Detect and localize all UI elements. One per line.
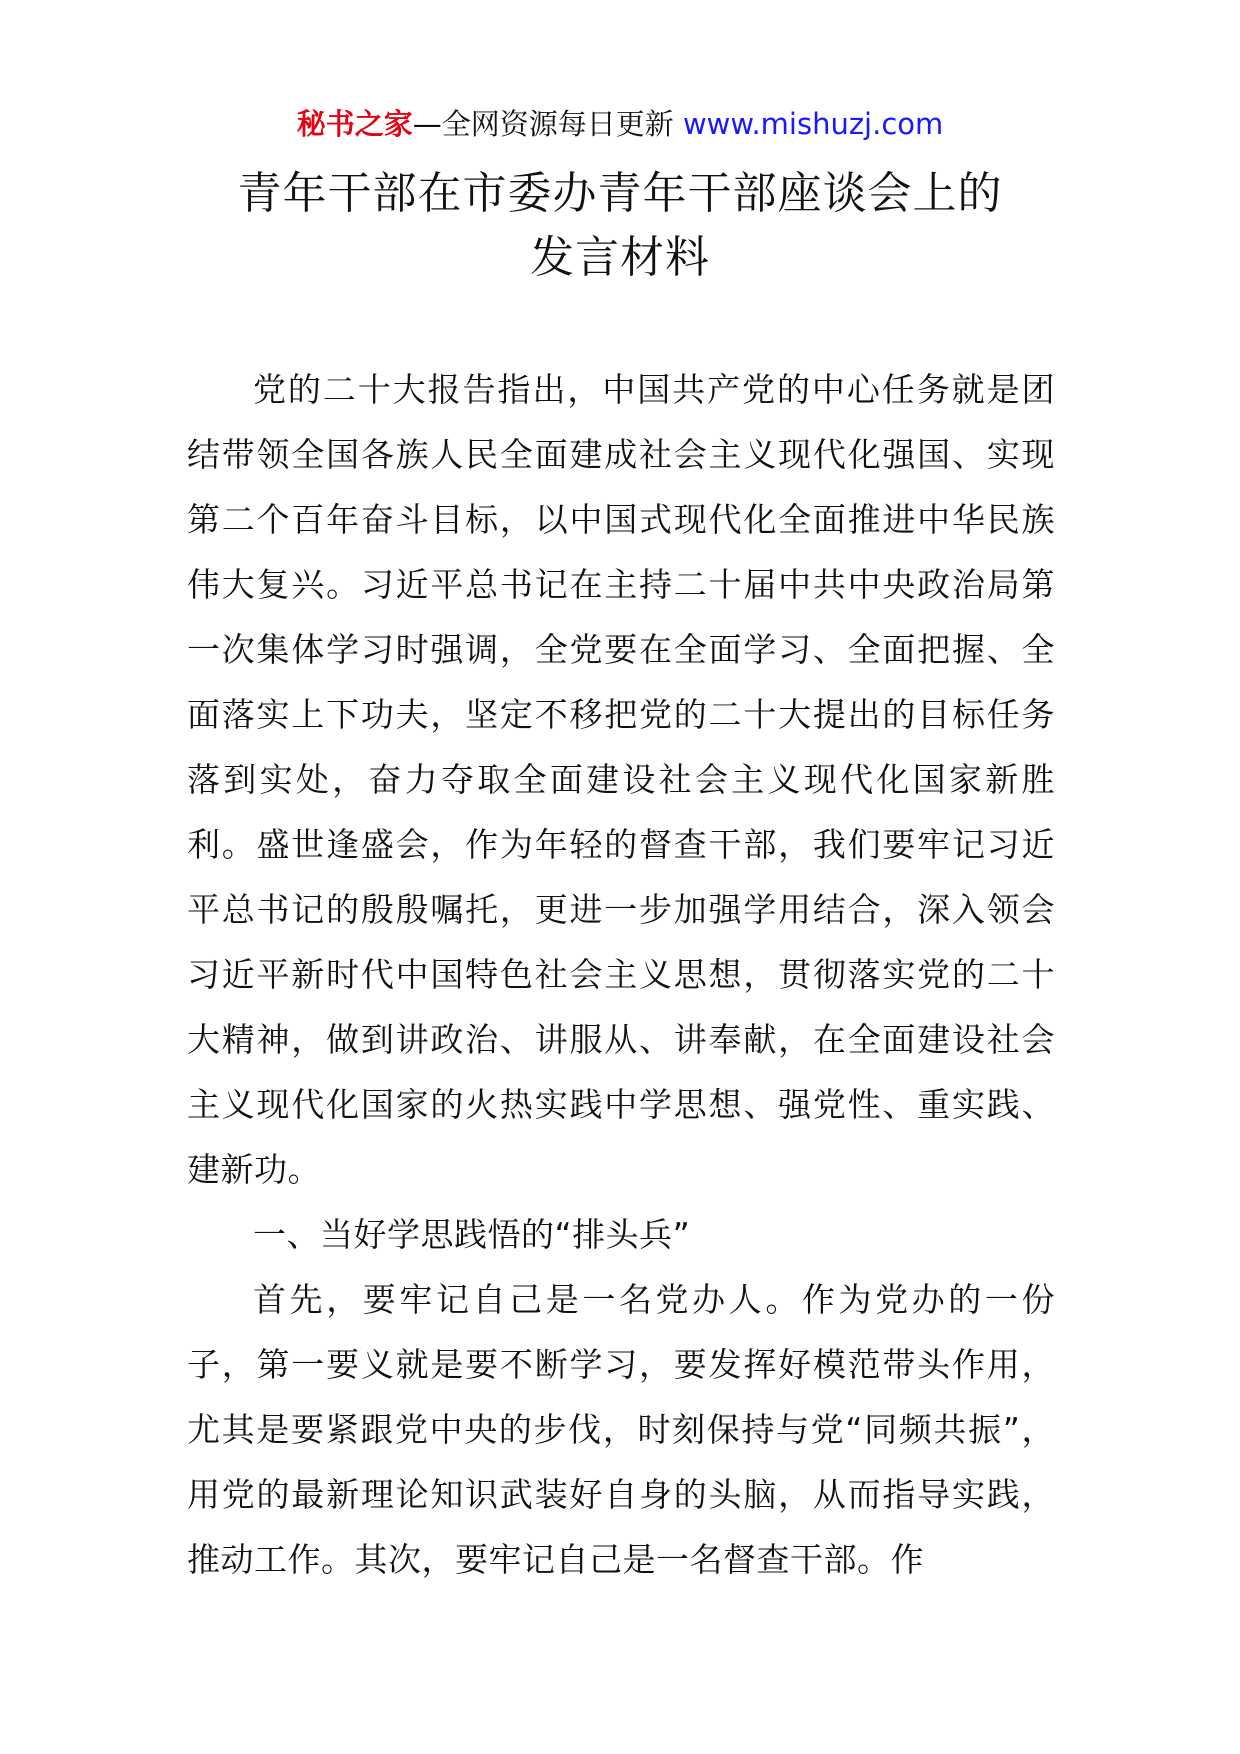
site-url-link[interactable]: www.mishuzj.com — [682, 107, 944, 141]
section-1-paragraph: 首先，要牢记自己是一名党办人。作为党办的一份子，第一要义就是要不断学习，要发挥好模范带头作用，尤其是要紧跟党中央的步伐，时刻保持与党“同频共振”，用党的最新理论知识武装好自身的头脑，从而指导实践，推动工作。其次，要牢记自己是一名督查干部。作 — [187, 1280, 1055, 1579]
title-line-2: 发言材料 — [530, 232, 710, 283]
title-line-1: 青年干部在市委办青年干部座谈会上的 — [237, 168, 1003, 219]
intro-paragraph: 党的二十大报告指出，中国共产党的中心任务就是团结带领全国各族人民全面建成社会主义现代化强国、实现第二个百年奋斗目标，以中国式现代化全面推进中华民族伟大复兴。习近平总书记在主持二十届中共中央政治局第一次集体学习时强调，全党要在全面学习、全面把握、全面落实上下功夫，坚定不移把党的二十大提出的目标任务落到实处，奋力夺取全面建设社会主义现代化国家新胜利。盛世逢盛会，作为年轻的督查干部，我们要牢记习近平总书记的殷殷嘱托，更进一步加强学用结合，深入领会习近平新时代中国特色社会主义思想，贯彻落实党的二十大精神，做到讲政治、讲服从、讲奉献，在全面建设社会主义现代化国家的火热实践中学思想、强党性、重实践、建新功。 — [187, 370, 1055, 1189]
document-body — [187, 357, 1055, 1592]
section-1-heading: 一、当好学思践悟的“排头兵” — [253, 1215, 691, 1254]
brand-name: 秘书之家 — [296, 107, 413, 141]
site-header — [0, 104, 1240, 144]
document-title — [0, 162, 1240, 290]
header-tagline: —全网资源每日更新 — [412, 107, 683, 141]
